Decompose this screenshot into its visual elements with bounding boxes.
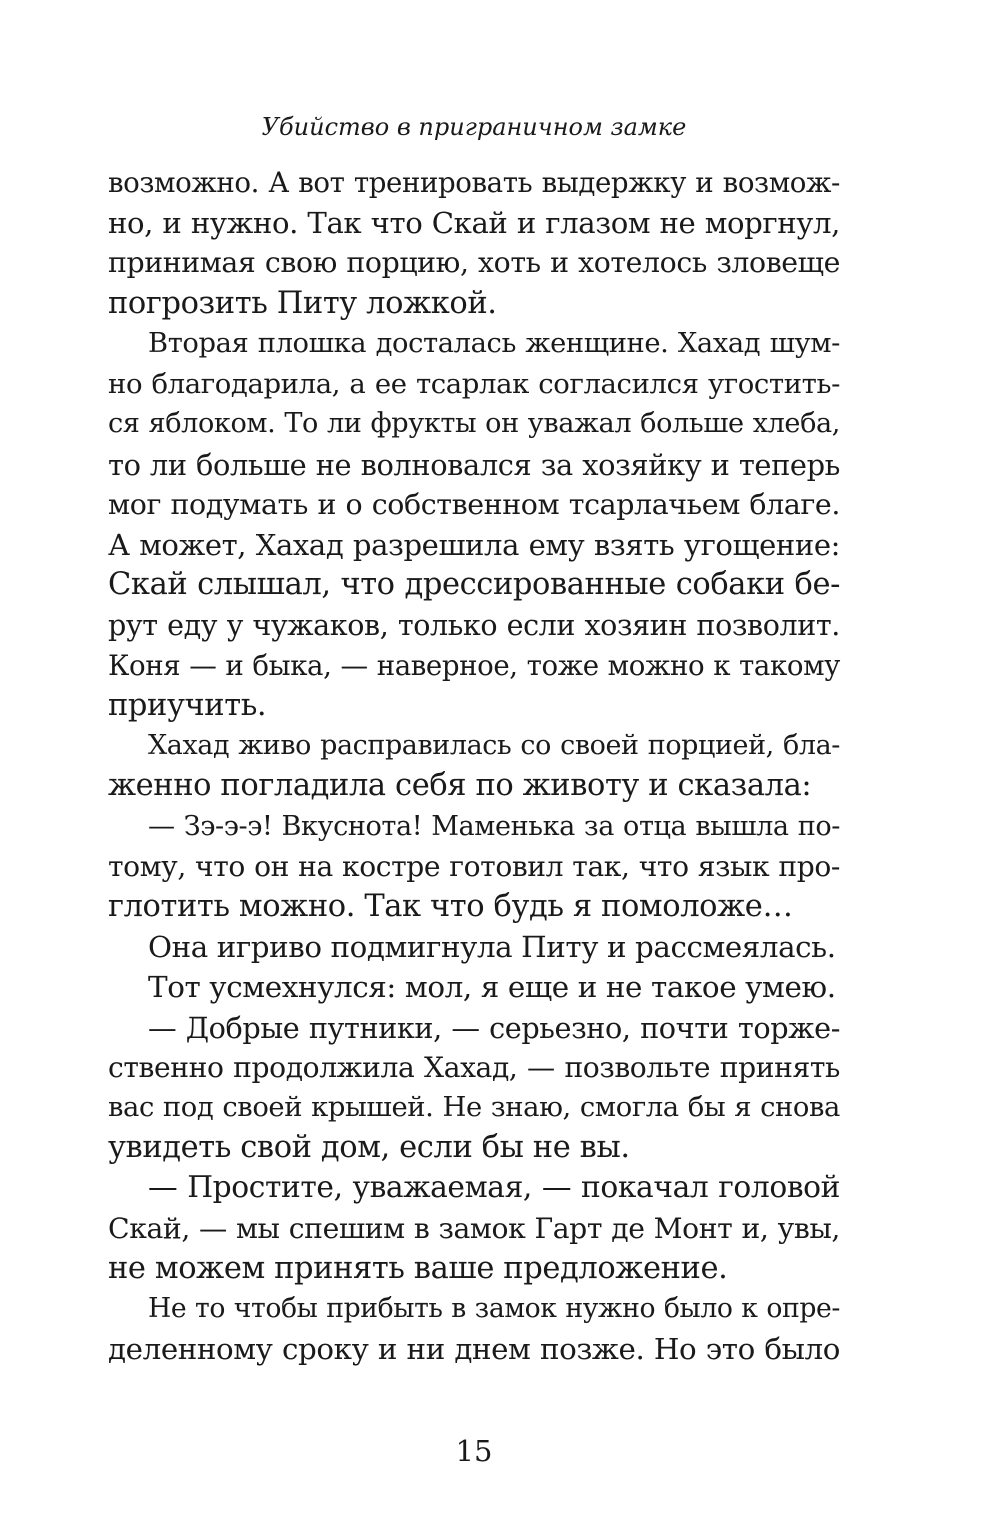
text-line: погрозить Питу ложкой. [108,285,497,321]
text-line: Скай слышал, что дрессированные собаки бе- [108,567,840,603]
text-line: — Простите, уважаемая, — покачал головой [148,1170,840,1206]
text-line: Она игриво подмигнула Питу и рассмеялась. [148,930,836,965]
text-line: — Добрые путники, — серьезно, почти торже- [148,1010,840,1045]
text-line: не можем принять ваше предложение. [108,1250,728,1286]
text-line: Коня — и быка, — наверное, тоже можно к такому [108,648,840,682]
page-number: 15 [455,1434,493,1468]
text-line: увидеть свой дом, если бы не вы. [108,1130,630,1166]
text-line: но благодарила, а ее тсарлак согласился угостить- [108,368,840,401]
text-line: тому, что он на костре готовил так, что язык про- [108,849,840,883]
text-line: принимая свою порцию, хоть и хотелось зловеще [108,246,840,280]
text-line: вас под своей крышей. Не знаю, смогла бы я снова [108,1092,840,1124]
book-page [108,0,840,1539]
text-line: Хахад живо расправилась со своей порцией, бла- [148,730,840,762]
text-line: Тот усмехнулся: мол, я еще и не такое умею. [148,970,836,1005]
text-line: то ли больше не волновался за хозяйку и теперь [108,447,840,482]
text-line: рут еду у чужаков, только если хозяин позволит. [108,608,840,643]
text-line: возможно. А вот тренировать выдержку и возмож- [108,166,840,199]
text-line: А может, Хахад разрешила ему взять угощение: [108,527,840,562]
text-line: мог подумать и о собственном тсарлачьем благе. [108,487,840,521]
text-line: деленному сроку и ни днем позже. Но это было [108,1332,840,1367]
text-line: Вторая плошка досталась женщине. Хахад шум- [148,327,840,359]
text-line: ся яблоком. То ли фрукты он уважал больше хлеба, [108,408,840,440]
body-text [108,163,840,1370]
text-line: глотить можно. Так что будь я помоложе… [108,888,793,924]
text-line: ственно продолжила Хахад, — позвольте принять [108,1050,840,1084]
text-line: женно погладила себя по животу и сказала: [108,768,812,804]
text-line: но, и нужно. Так что Скай и глазом не моргнул, [108,206,840,241]
text-line: Скай, — мы спешим в замок Гарт де Монт и, увы, [108,1211,840,1245]
running-head: Убийство в приграничном замке [261,113,687,141]
text-line: Не то чтобы прибыть в замок нужно было к опре- [148,1293,840,1325]
text-line: — Зэ-э-э! Вкуснота! Маменька за отца вышла по- [148,810,840,842]
text-line: приучить. [108,687,267,723]
